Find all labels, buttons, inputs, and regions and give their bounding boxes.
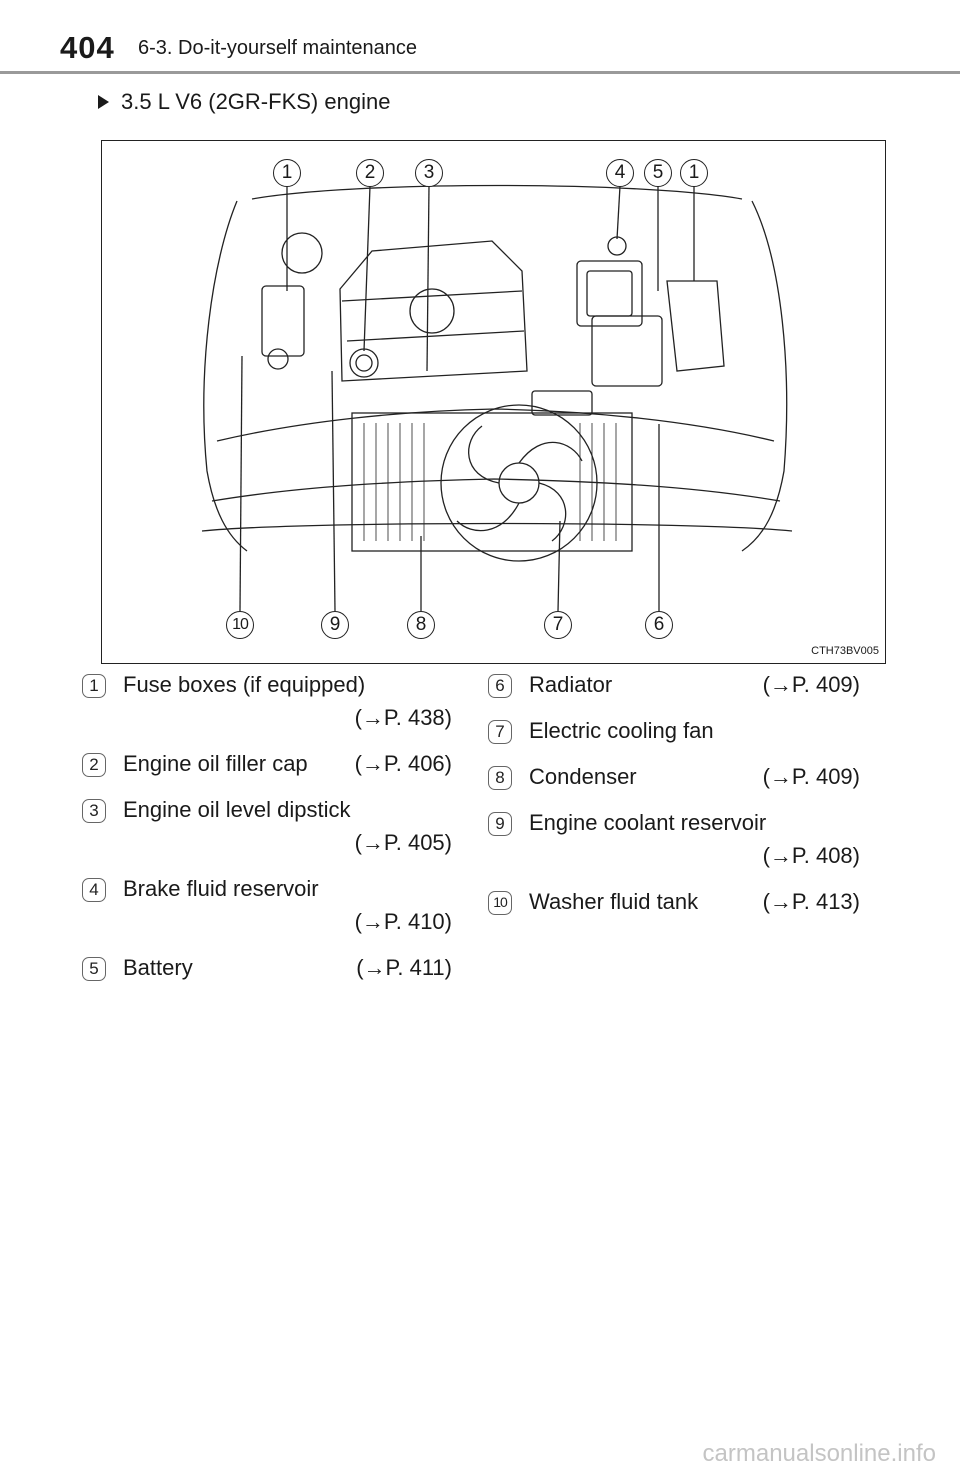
legend-item (488, 885, 860, 918)
page-number: 404 (60, 30, 115, 65)
legend-label: Condenser (529, 764, 637, 789)
legend-number: 3 (82, 799, 106, 823)
legend-label: Engine oil filler cap (123, 751, 308, 776)
figure-callout: 7 (544, 611, 572, 639)
figure-code: CTH73BV005 (811, 645, 879, 657)
legend-left-column (82, 668, 452, 997)
arrow-right-icon: → (769, 764, 792, 789)
page-reference: (→P. 409) (762, 672, 860, 697)
arrow-right-icon: → (361, 751, 384, 776)
figure-callout: 8 (407, 611, 435, 639)
arrow-right-icon: → (361, 909, 384, 934)
legend-number: 10 (488, 891, 512, 915)
arrow-right-icon: → (769, 672, 792, 697)
legend-number: 2 (82, 753, 106, 777)
arrow-right-icon: → (363, 955, 386, 980)
arrow-right-icon: → (361, 830, 384, 855)
legend-item (488, 806, 860, 872)
legend-item (82, 872, 452, 938)
legend-label: Electric cooling fan (529, 718, 714, 743)
legend-label: Engine oil level dipstick (123, 797, 351, 822)
legend-number: 8 (488, 766, 512, 790)
page-reference: (→P. 406) (354, 751, 452, 776)
legend-item (82, 951, 452, 984)
figure-callout: 1 (680, 159, 708, 187)
page-reference: (→P. 438) (354, 705, 452, 730)
engine-compartment-figure (101, 140, 886, 664)
legend-label: Brake fluid reservoir (123, 876, 319, 901)
figure-callout: 1 (273, 159, 301, 187)
page-reference: (→P. 405) (354, 830, 452, 855)
triangle-bullet-icon (98, 95, 109, 109)
section-title: 6-3. Do-it-yourself maintenance (138, 37, 418, 59)
legend-item (82, 668, 452, 734)
arrow-right-icon: → (769, 843, 792, 868)
figure-callout: 6 (645, 611, 673, 639)
legend-label: Washer fluid tank (529, 889, 699, 914)
page-reference: (→P. 410) (354, 909, 452, 934)
site-watermark: carmanualsonline.info (702, 1440, 936, 1467)
legend-number: 7 (488, 720, 512, 744)
figure-callout: 2 (356, 159, 384, 187)
legend-right-column (488, 668, 860, 931)
figure-callout: 9 (321, 611, 349, 639)
figure-callout: 4 (606, 159, 634, 187)
page-reference: (→P. 409) (762, 764, 860, 789)
legend-number: 1 (82, 674, 106, 698)
page-reference: (→P. 408) (762, 843, 860, 868)
legend-number: 4 (82, 878, 106, 902)
page-reference: (→P. 413) (762, 889, 860, 914)
engine-subheading (98, 89, 390, 115)
legend-item (488, 714, 860, 747)
legend-item (488, 668, 860, 701)
legend-label: Engine coolant reservoir (529, 810, 767, 835)
legend-number: 6 (488, 674, 512, 698)
figure-callout: 3 (415, 159, 443, 187)
legend-item (488, 760, 860, 793)
arrow-right-icon: → (361, 705, 384, 730)
figure-callout: 10 (226, 611, 254, 639)
figure-callout: 5 (644, 159, 672, 187)
page-header (0, 0, 960, 70)
engine-bay-illustration (102, 141, 887, 665)
legend-item (82, 747, 452, 780)
legend-label: Battery (123, 955, 193, 980)
legend-number: 9 (488, 812, 512, 836)
page-reference: (→P. 411) (356, 955, 452, 980)
legend-number: 5 (82, 957, 106, 981)
subheading-text: 3.5 L V6 (2GR-FKS) engine (121, 89, 391, 114)
legend-label: Radiator (529, 672, 613, 697)
legend-label: Fuse boxes (if equipped) (123, 672, 366, 697)
arrow-right-icon: → (769, 889, 792, 914)
header-rule (0, 71, 960, 74)
legend-item (82, 793, 452, 859)
